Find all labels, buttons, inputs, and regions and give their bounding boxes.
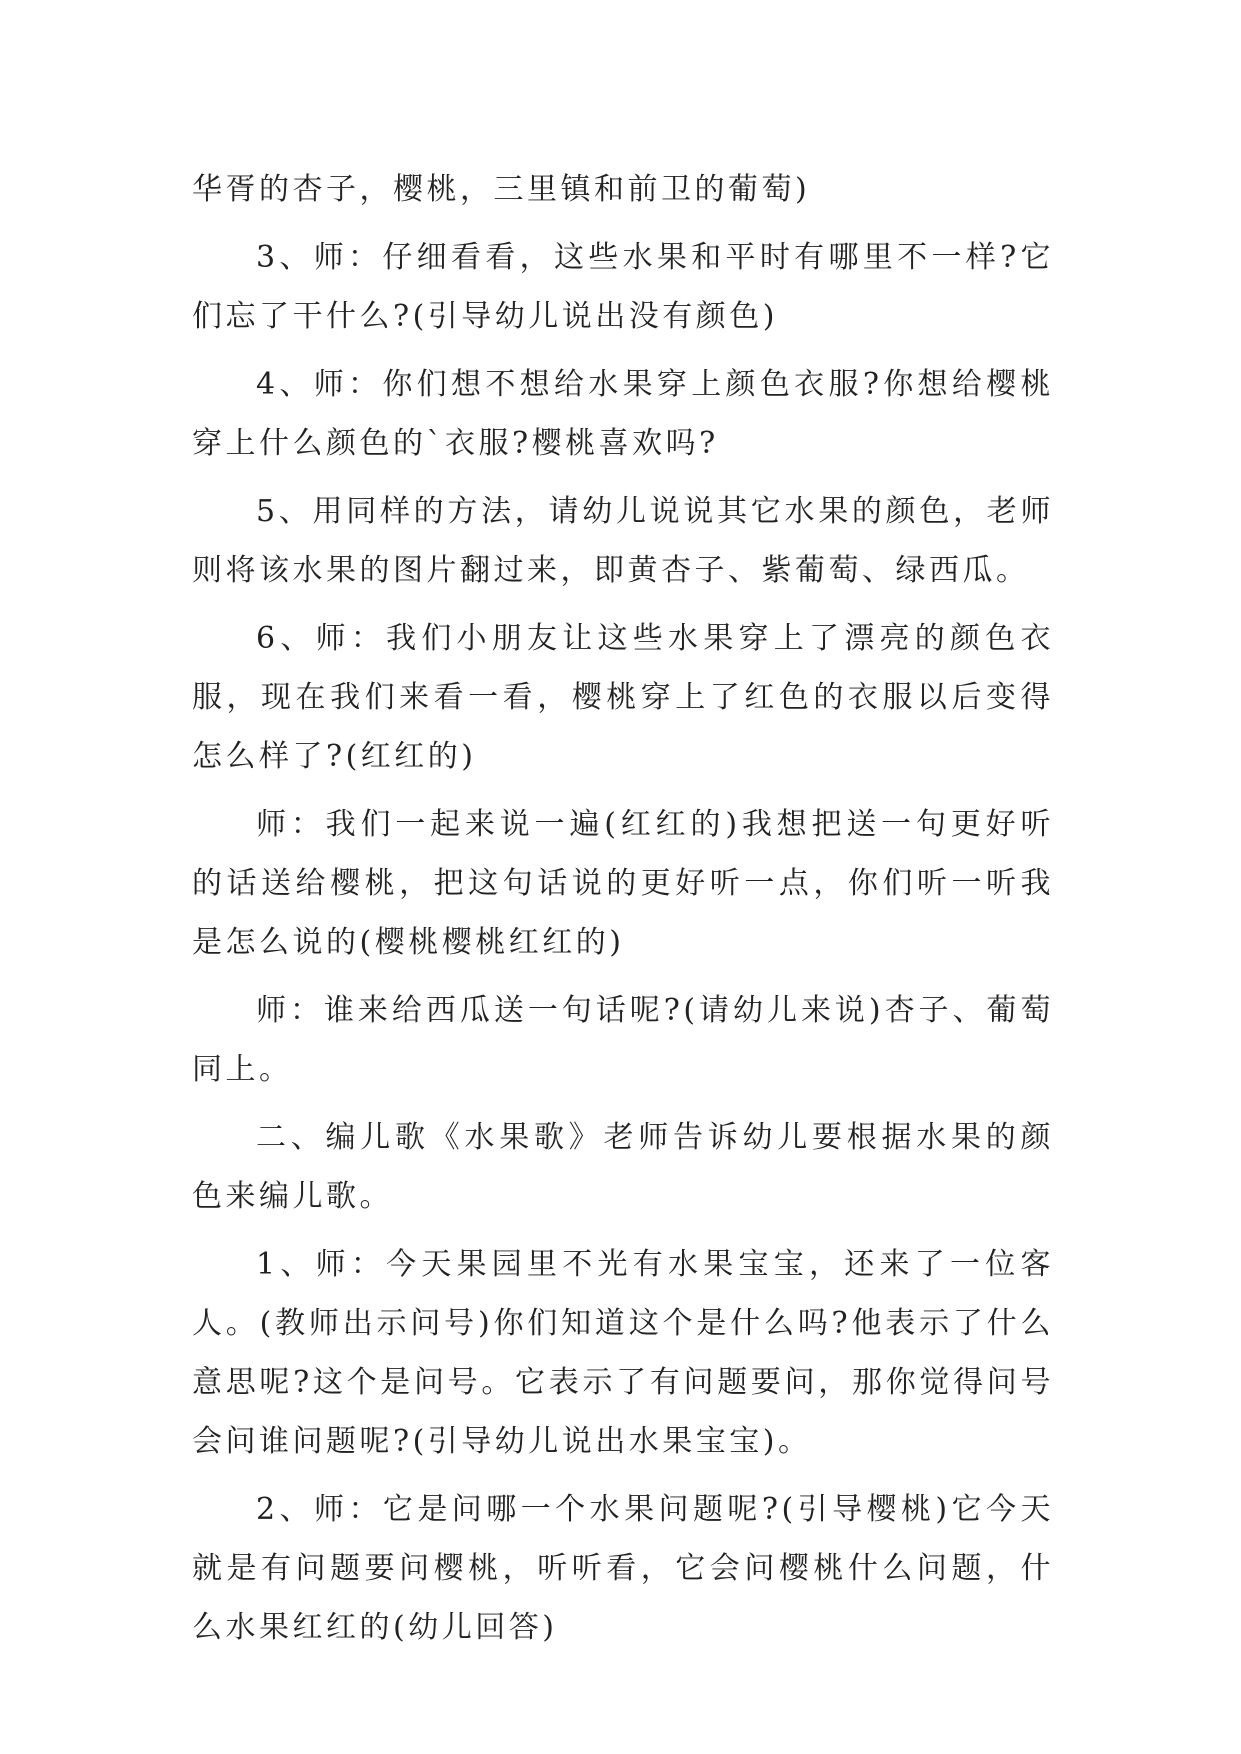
paragraph-continuation: 华胥的杏子，樱桃，三里镇和前卫的葡萄) xyxy=(192,172,811,207)
paragraph-question-mark: 1、师：今天果园里不光有水果宝宝，还来了一位客人。(教师出示问号)你们知道这个是什么吗?他表示了什么意思呢?这个是问号。它表示了有问题要问，那你觉得问号会问谁问题呢?(引导幼儿说出水果宝宝)。 xyxy=(192,1247,1054,1459)
paragraph-step-3: 3、师：仔细看看，这些水果和平时有哪里不一样?它们忘了干什么?(引导幼儿说出没有颜色) xyxy=(192,240,1054,334)
document-body xyxy=(192,160,1054,1657)
paragraph-step-4: 4、师：你们想不想给水果穿上颜色衣服?你想给樱桃穿上什么颜色的`衣服?樱桃喜欢吗? xyxy=(192,367,1054,461)
paragraph-teacher-cherry: 师：我们一起来说一遍(红红的)我想把送一句更好听的话送给樱桃，把这句话说的更好听一点，你们听一听我是怎么说的(樱桃樱桃红红的) xyxy=(192,807,1054,960)
paragraph-teacher-watermelon: 师：谁来给西瓜送一句话呢?(请幼儿来说)杏子、葡萄同上。 xyxy=(192,993,1054,1087)
paragraph-section-two: 二、编儿歌《水果歌》老师告诉幼儿要根据水果的颜色来编儿歌。 xyxy=(192,1120,1054,1214)
paragraph-step-6: 6、师：我们小朋友让这些水果穿上了漂亮的颜色衣服，现在我们来看一看，樱桃穿上了红色的衣服以后变得怎么样了?(红红的) xyxy=(192,621,1054,774)
paragraph-ask-cherry: 2、师：它是问哪一个水果问题呢?(引导樱桃)它今天就是有问题要问樱桃，听听看，它会问樱桃什么问题，什么水果红红的(幼儿回答) xyxy=(192,1492,1054,1645)
paragraph-step-5: 5、用同样的方法，请幼儿说说其它水果的颜色，老师则将该水果的图片翻过来，即黄杏子、紫葡萄、绿西瓜。 xyxy=(192,494,1054,588)
